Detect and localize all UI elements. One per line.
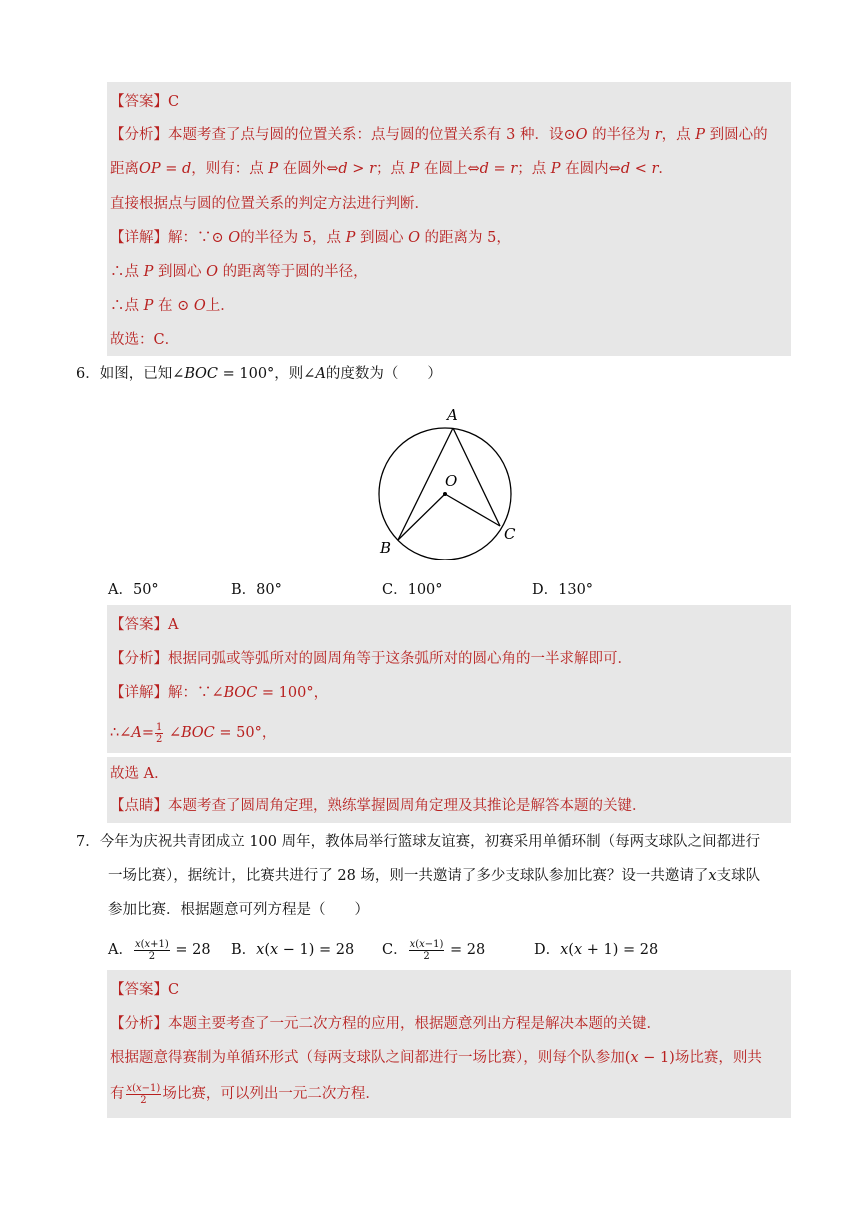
q6-circle-figure bbox=[372, 400, 522, 560]
q7-choice-a[interactable]: A． $\frac{\text{𝑥(𝑥+1)}}{2}$ = 28 bbox=[108, 938, 211, 962]
q6-choice-b[interactable]: B．80° bbox=[231, 582, 282, 598]
q6-comment: 【点睛】本题考查了圆周角定理，熟练掌握圆周角定理及其推论是解答本题的关键． bbox=[110, 798, 647, 814]
q5-analysis-line-2: 距离𝑂𝑃 = 𝑑，则有：点 𝑃 在圆外⇔𝑑 > 𝑟；点 𝑃 在圆上⇔𝑑 = 𝑟；点 𝑃 在圆内⇔𝑑 < 𝑟． bbox=[110, 161, 673, 177]
q5-detail-line-1: 【详解】解：∵⊙ 𝑂的半径为 5，点 𝑃 到圆心 𝑂 的距离为 5， bbox=[110, 230, 511, 246]
q7-stem-line-3: 参加比赛．根据题意可列方程是（ ） bbox=[108, 902, 369, 918]
q5-detail-line-4: 故选：C． bbox=[110, 332, 180, 348]
q7-analysis-line-3: 有 $\frac{\text{𝑥(𝑥−1)}}{2}$ 场比赛，可以列出一元二次方程． bbox=[110, 1082, 380, 1106]
center-point bbox=[443, 492, 447, 496]
q6-detail-line-3: 故选 A． bbox=[110, 766, 169, 782]
q5-detail-line-3: ∴点 𝑃 在 ⊙ 𝑂上． bbox=[110, 298, 235, 314]
q6-detail-2-suffix: ∠𝐵𝑂𝐶 = 50°， bbox=[164, 725, 277, 741]
q6-answer: 【答案】A bbox=[110, 617, 179, 633]
q7-answer: 【答案】C bbox=[110, 982, 180, 998]
q7-choices bbox=[108, 936, 748, 966]
q6-detail-line-2 bbox=[110, 719, 276, 747]
q7-stem-line-2: 一场比赛），据统计，比赛共进行了 28 场，则一共邀请了多少支球队参加比赛？设一共邀请了𝑥支球队 bbox=[108, 868, 761, 884]
q5-analysis-line-1: 【分析】本题考查了点与圆的位置关系：点与圆的位置关系有 3 种．设⊙𝑂 的半径为 𝑟，点 𝑃 到圆心的 bbox=[110, 127, 768, 143]
q7-choice-d[interactable]: D．𝑥(𝑥 + 1) = 28 bbox=[534, 942, 659, 958]
q6-choices bbox=[108, 580, 708, 600]
q7-analysis-fraction: $\frac{\text{𝑥(𝑥−1)}}{2}$ bbox=[126, 1082, 161, 1106]
q7-choice-c[interactable]: C． $\frac{\text{𝑥(𝑥−1)}}{2}$ = 28 bbox=[382, 938, 486, 962]
label-b: B bbox=[380, 539, 392, 557]
q6-detail-2-prefix: ∴∠𝐴= bbox=[110, 725, 154, 741]
q6-choice-a[interactable]: A．50° bbox=[108, 582, 159, 598]
q7-analysis-line-2: 根据题意得赛制为单循环形式（每两支球队之间都进行一场比赛），则每个队参加(𝑥 − 1)场比赛，则共 bbox=[110, 1050, 762, 1066]
chord-ac bbox=[453, 428, 500, 526]
q6-detail-line-1: 【详解】解：∵∠𝐵𝑂𝐶 = 100°， bbox=[110, 685, 329, 701]
label-a: A bbox=[447, 406, 458, 424]
label-o: O bbox=[445, 472, 458, 490]
q5-answer: 【答案】C bbox=[110, 94, 180, 110]
q6-choice-d[interactable]: D．130° bbox=[532, 582, 594, 598]
label-c: C bbox=[504, 525, 516, 543]
q7-analysis-line-1: 【分析】本题主要考查了一元二次方程的应用，根据题意列出方程是解决本题的关键． bbox=[110, 1016, 661, 1032]
q6-choice-c[interactable]: C．100° bbox=[382, 582, 443, 598]
q5-detail-line-2: ∴点 𝑃 到圆心 𝑂 的距离等于圆的半径， bbox=[110, 264, 368, 280]
radius-ob bbox=[398, 494, 445, 540]
q5-analysis-line-3: 直接根据点与圆的位置关系的判定方法进行判断． bbox=[110, 196, 429, 212]
q6-analysis: 【分析】根据同弧或等弧所对的圆周角等于这条弧所对的圆心角的一半求解即可． bbox=[110, 651, 632, 667]
q6-stem: 6．如图，已知∠𝐵𝑂𝐶 = 100°，则∠𝐴的度数为（ ） bbox=[76, 366, 442, 382]
q7-choice-b[interactable]: B．𝑥(𝑥 − 1) = 28 bbox=[231, 942, 355, 958]
q6-detail-2-fraction: $\frac{1}{2}$ bbox=[156, 721, 163, 745]
q7-stem-line-1: 7．今年为庆祝共青团成立 100 周年，教体局举行篮球友谊赛，初赛采用单循环制（每两支球队之间都进行 bbox=[76, 834, 761, 850]
